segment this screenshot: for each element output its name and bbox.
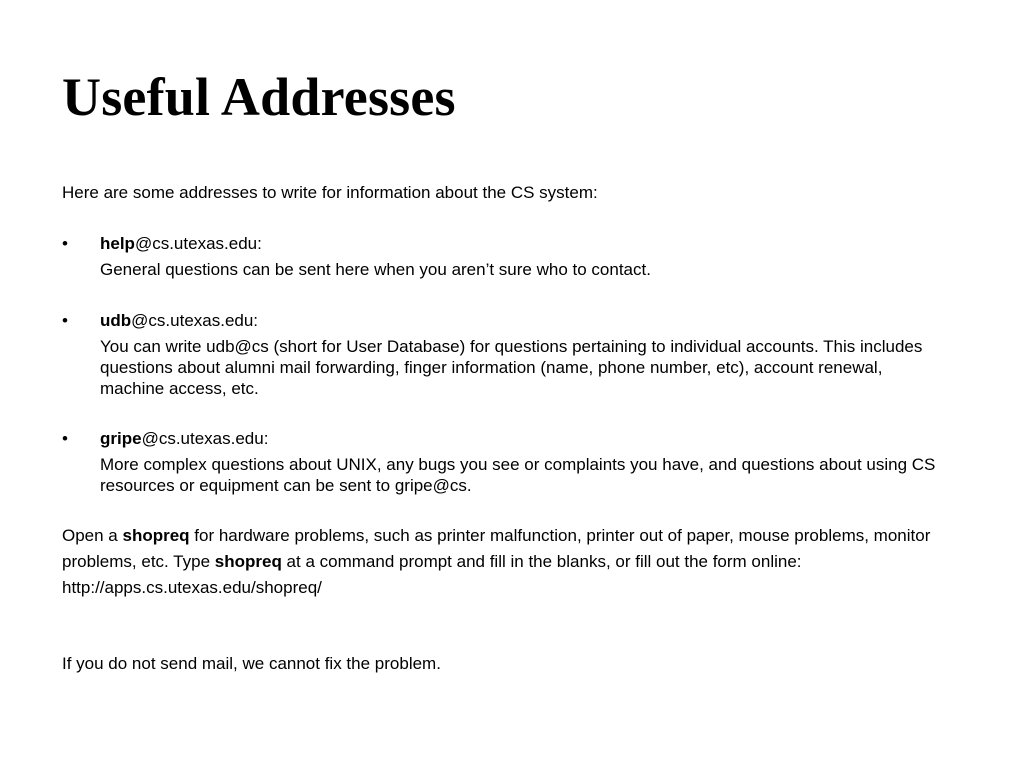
- address-user: gripe: [100, 429, 142, 448]
- address-user: help: [100, 234, 135, 253]
- shopreq-text: Open a: [62, 526, 123, 545]
- shopreq-text: at a command prompt and fill in the blanks, or fill out the form online: http://apps.cs.utexas.edu/shopreq/: [62, 552, 802, 597]
- address-domain: @cs.utexas.edu:: [131, 311, 259, 330]
- shopreq-text: for hardware problems, such as printer malfunction, printer out of paper, mouse problems, monitor problems, etc. Type: [62, 526, 931, 571]
- shopreq-paragraph: [62, 523, 962, 601]
- bullet-icon: •: [62, 311, 68, 330]
- shopreq-command: shopreq: [122, 526, 190, 545]
- address-description: You can write udb@cs (short for User Database) for questions pertaining to individual accounts. This includes questions about alumni mail forwarding, finger information (name, phone number, etc), account renewal, machine access, etc.: [100, 337, 923, 398]
- address-domain: @cs.utexas.edu:: [134, 234, 262, 253]
- bullet-icon: •: [62, 234, 68, 253]
- address-email: [100, 232, 262, 256]
- address-email: [100, 427, 268, 451]
- address-description: More complex questions about UNIX, any bugs you see or complaints you have, and questions about using CS resources or equipment can be sent to gripe@cs.: [100, 455, 936, 495]
- shopreq-command: shopreq: [214, 552, 282, 571]
- slide-title: Useful Addresses: [62, 67, 456, 127]
- address-user: udb: [100, 311, 132, 330]
- bullet-icon: •: [62, 429, 68, 448]
- address-email: [100, 309, 258, 333]
- address-domain: @cs.utexas.edu:: [141, 429, 269, 448]
- closing-text: If you do not send mail, we cannot fix the problem.: [62, 654, 441, 673]
- intro-text: Here are some addresses to write for information about the CS system:: [62, 183, 598, 202]
- address-description: General questions can be sent here when you aren’t sure who to contact.: [100, 260, 651, 279]
